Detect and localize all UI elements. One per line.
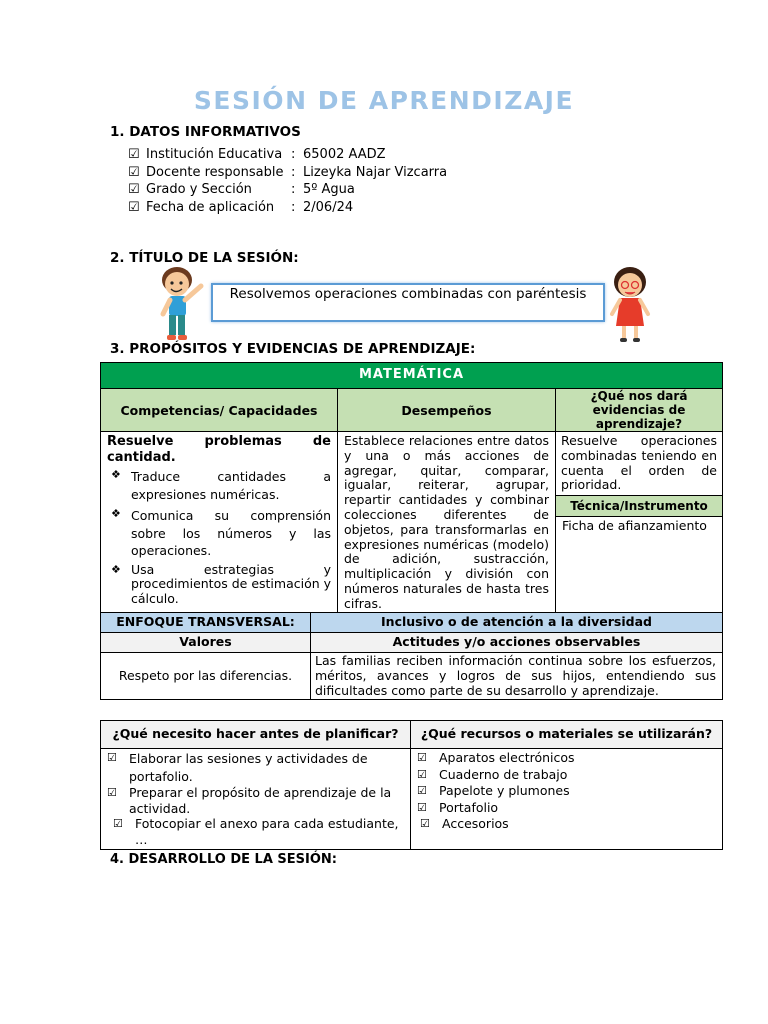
session-title-box: Resolvemos operaciones combinadas con paréntesis <box>211 283 605 322</box>
evidence-col-header: ¿Qué nos dará evidencias de aprendizaje? <box>556 389 723 432</box>
resource-text: Cuaderno de trabajo <box>439 766 568 782</box>
enfoque-value: Inclusivo o de atención a la diversidad <box>311 613 723 633</box>
prep-item-text: Elaborar las sesiones y actividades de portafolio. <box>129 751 368 784</box>
resource-text: Aparatos electrónicos <box>439 750 575 765</box>
list-item <box>417 767 716 784</box>
info-separator: : <box>291 164 296 180</box>
enfoque-label: ENFOQUE TRANSVERSAL: <box>101 613 311 633</box>
list-item <box>107 507 331 560</box>
purpose-table <box>100 362 723 615</box>
checkbox-icon: ☑ <box>128 164 140 180</box>
checkbox-icon: ☑ <box>417 800 427 814</box>
checkbox-icon: ☑ <box>128 147 140 162</box>
performance-cell: Establece relaciones entre datos y una o más acciones de agregar, quitar, comparar, igualar, reiterar, agrupar, repartir cantidades y combinar colecciones diferentes de objetos, para transformarlas en expresiones numéricas (modelo) de adición, sustracción, multiplicación y división con números naturales de hasta tres cifras. <box>338 432 556 615</box>
info-value: Lizeyka Najar Vizcarra <box>303 164 448 180</box>
info-separator: : <box>291 182 296 197</box>
info-row <box>128 146 447 164</box>
info-label: Fecha de aplicación <box>146 199 275 215</box>
list-item <box>107 563 331 607</box>
info-row <box>128 199 447 217</box>
info-separator: : <box>291 147 296 162</box>
values-header: Valores <box>101 633 311 653</box>
bullet-icon: ❖ <box>111 468 121 481</box>
capacity-list <box>107 468 331 607</box>
value-cell: Respeto por las diferencias. <box>101 653 311 700</box>
capacity-text: Comunica su comprensión sobre los números y las operaciones. <box>131 508 331 558</box>
info-row <box>128 181 447 199</box>
checkbox-icon: ☑ <box>128 182 140 197</box>
checkbox-icon: ☑ <box>417 784 427 797</box>
boy-illustration <box>155 264 213 346</box>
capacity-text: Traduce cantidades a expresiones numéricas. <box>131 469 331 502</box>
competence-cell <box>101 432 338 615</box>
info-value: 65002 AADZ <box>303 147 386 162</box>
list-item <box>417 783 716 800</box>
info-row <box>128 164 447 182</box>
list-item <box>417 750 716 767</box>
resource-text: Portafolio <box>439 799 499 815</box>
planning-table <box>100 720 723 850</box>
area-header: MATEMÁTICA <box>101 363 723 389</box>
checkbox-icon: ☑ <box>417 767 427 781</box>
info-label: Docente responsable <box>146 164 284 180</box>
info-value: 2/06/24 <box>303 199 354 215</box>
prep-item-text: Fotocopiar el anexo para cada estudiante, … <box>135 816 399 847</box>
info-label: Grado y Sección <box>146 182 252 197</box>
checkbox-icon: ☑ <box>417 751 427 764</box>
list-item <box>107 468 331 504</box>
checkbox-icon: ☑ <box>128 199 140 215</box>
checkbox-icon: ☑ <box>420 817 430 830</box>
prep-header: ¿Qué necesito hacer antes de planificar? <box>101 721 411 749</box>
competence-col-header: Competencias/ Capacidades <box>101 389 338 432</box>
section1-heading: 1. DATOS INFORMATIVOS <box>110 124 301 140</box>
page-title: SESIÓN DE APRENDIZAJE <box>193 86 575 115</box>
checkbox-icon: ☑ <box>107 786 117 799</box>
girl-illustration <box>606 264 656 346</box>
evidence-cell: Resuelve operaciones combinadas teniendo en cuenta el orden de prioridad. <box>556 432 723 496</box>
list-item <box>107 750 404 785</box>
bullet-icon: ❖ <box>111 507 121 520</box>
section2-heading: 2. TÍTULO DE LA SESIÓN: <box>110 250 299 266</box>
competence-text: Resuelve problemas de cantidad. <box>107 434 331 465</box>
resources-cell <box>411 749 723 850</box>
resource-text: Papelote y plumones <box>439 783 570 798</box>
checkbox-icon: ☑ <box>107 751 117 764</box>
section3-heading: 3. PROPÓSITOS Y EVIDENCIAS DE APRENDIZAJE: <box>110 341 476 357</box>
info-separator: : <box>291 199 296 215</box>
capacity-text: Usa estrategias y procedimientos de estimación y cálculo. <box>131 561 332 607</box>
resource-text: Accesorios <box>442 816 509 831</box>
resources-header: ¿Qué recursos o materiales se utilizarán? <box>411 721 723 749</box>
actions-header: Actitudes y/o acciones observables <box>311 633 723 653</box>
prep-list <box>107 750 404 847</box>
info-list <box>128 146 447 216</box>
list-item <box>417 816 716 833</box>
prep-item-text: Preparar el propósito de aprendizaje de la actividad. <box>129 785 392 816</box>
enfoque-table <box>100 612 723 700</box>
action-cell: Las familias reciben información continua sobre los esfuerzos, méritos, avances y logros de sus hijos, entendiendo sus dificultades como parte de su desarrollo y aprendizaje. <box>311 653 723 700</box>
info-label: Institución Educativa <box>146 147 283 162</box>
performance-col-header: Desempeños <box>338 389 556 432</box>
section4-heading: 4. DESARROLLO DE LA SESIÓN: <box>110 852 337 867</box>
list-item <box>107 816 404 847</box>
prep-cell <box>101 749 411 850</box>
resources-list <box>417 750 716 833</box>
info-value: 5º Agua <box>303 182 355 197</box>
list-item <box>417 800 716 817</box>
bullet-icon: ❖ <box>111 562 121 576</box>
checkbox-icon: ☑ <box>113 817 123 830</box>
technique-cell: Ficha de afianzamiento <box>556 517 723 614</box>
list-item <box>107 785 404 816</box>
technique-header: Técnica/Instrumento <box>556 496 723 517</box>
